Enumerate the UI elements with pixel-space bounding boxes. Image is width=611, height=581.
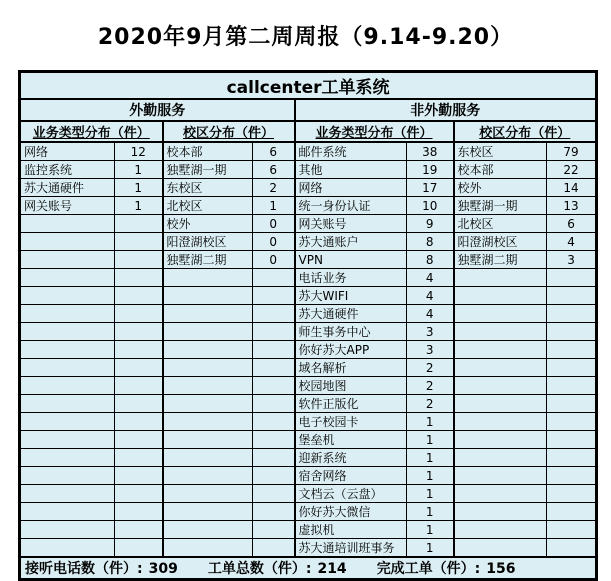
item-label-cell: [454, 395, 547, 413]
item-label-cell: 东校区: [454, 142, 547, 161]
item-value-cell: 9: [407, 215, 454, 233]
subheader-field-business: 业务类型分布（件）: [20, 121, 163, 142]
item-label-cell: VPN: [295, 251, 407, 269]
item-label-cell: [163, 413, 253, 431]
table-row: [20, 305, 597, 323]
item-value-cell: 6: [253, 161, 295, 179]
summary-row: [20, 557, 597, 580]
table-row: [20, 142, 597, 161]
item-label-cell: 电子校园卡: [295, 413, 407, 431]
item-label-cell: 师生事务中心: [295, 323, 407, 341]
item-value-cell: [115, 341, 163, 359]
item-label-cell: [454, 377, 547, 395]
item-value-cell: 6: [547, 215, 597, 233]
item-label-cell: [20, 503, 115, 521]
item-label-cell: [454, 449, 547, 467]
section-header-row: [20, 99, 597, 121]
item-value-cell: [115, 449, 163, 467]
item-value-cell: [253, 359, 295, 377]
item-value-cell: [115, 305, 163, 323]
item-label-cell: 北校区: [163, 197, 253, 215]
table-row: [20, 359, 597, 377]
item-value-cell: 2: [407, 377, 454, 395]
item-label-cell: [163, 341, 253, 359]
item-value-cell: 6: [253, 142, 295, 161]
item-label-cell: [454, 341, 547, 359]
item-value-cell: [115, 503, 163, 521]
item-value-cell: [547, 485, 597, 503]
table-row: [20, 341, 597, 359]
item-value-cell: 3: [407, 341, 454, 359]
item-value-cell: 1: [253, 197, 295, 215]
item-value-cell: [115, 251, 163, 269]
item-label-cell: [454, 431, 547, 449]
item-value-cell: 4: [547, 233, 597, 251]
item-value-cell: 1: [115, 179, 163, 197]
item-label-cell: [454, 503, 547, 521]
table-row: [20, 251, 597, 269]
total-value: 214: [317, 561, 347, 577]
item-value-cell: [547, 359, 597, 377]
item-value-cell: [253, 305, 295, 323]
item-label-cell: 你好苏大APP: [295, 341, 407, 359]
subheader-nonfield-business: 业务类型分布（件）: [295, 121, 454, 142]
data-rows: [20, 142, 597, 557]
item-label-cell: 网关账号: [20, 197, 115, 215]
item-label-cell: [20, 485, 115, 503]
item-label-cell: [20, 233, 115, 251]
item-value-cell: 8: [407, 251, 454, 269]
item-value-cell: [115, 233, 163, 251]
item-label-cell: [454, 467, 547, 485]
item-label-cell: [20, 341, 115, 359]
item-label-cell: [163, 539, 253, 558]
item-label-cell: 阳澄湖校区: [454, 233, 547, 251]
item-label-cell: 网关账号: [295, 215, 407, 233]
item-value-cell: 1: [407, 431, 454, 449]
item-value-cell: [253, 341, 295, 359]
item-label-cell: 苏大通培训班事务: [295, 539, 407, 558]
item-value-cell: [547, 287, 597, 305]
item-value-cell: 1: [407, 467, 454, 485]
item-value-cell: [115, 323, 163, 341]
item-label-cell: [20, 359, 115, 377]
table-row: [20, 287, 597, 305]
item-label-cell: 文档云（云盘）: [295, 485, 407, 503]
item-value-cell: 0: [253, 251, 295, 269]
item-value-cell: 3: [407, 323, 454, 341]
item-value-cell: [253, 413, 295, 431]
item-label-cell: 域名解析: [295, 359, 407, 377]
item-value-cell: 4: [407, 305, 454, 323]
item-value-cell: [115, 269, 163, 287]
done-label: 完成工单（件）:: [376, 561, 481, 577]
table-row: [20, 413, 597, 431]
table-row: [20, 197, 597, 215]
item-value-cell: 10: [407, 197, 454, 215]
item-label-cell: 迎新系统: [295, 449, 407, 467]
item-value-cell: [115, 287, 163, 305]
section-header-nonfield: 非外勤服务: [295, 99, 597, 121]
item-label-cell: [20, 287, 115, 305]
item-value-cell: 14: [547, 179, 597, 197]
item-label-cell: 监控系统: [20, 161, 115, 179]
report-table: [18, 70, 598, 581]
item-value-cell: [547, 449, 597, 467]
item-value-cell: [253, 377, 295, 395]
item-label-cell: 校外: [454, 179, 547, 197]
item-value-cell: 8: [407, 233, 454, 251]
item-value-cell: [547, 467, 597, 485]
item-label-cell: 苏大WIFI: [295, 287, 407, 305]
item-label-cell: [20, 413, 115, 431]
item-value-cell: 3: [547, 251, 597, 269]
item-value-cell: [115, 413, 163, 431]
item-label-cell: [20, 539, 115, 558]
item-value-cell: 0: [253, 215, 295, 233]
item-value-cell: 79: [547, 142, 597, 161]
item-value-cell: [253, 449, 295, 467]
item-value-cell: [115, 215, 163, 233]
item-value-cell: [115, 485, 163, 503]
item-value-cell: 0: [253, 233, 295, 251]
table-row: [20, 323, 597, 341]
calls-stat: [25, 558, 178, 578]
item-label-cell: [454, 323, 547, 341]
item-label-cell: [163, 467, 253, 485]
item-label-cell: 宿舍网络: [295, 467, 407, 485]
item-label-cell: [163, 305, 253, 323]
item-label-cell: [20, 251, 115, 269]
item-label-cell: 校本部: [454, 161, 547, 179]
table-row: [20, 377, 597, 395]
item-label-cell: [163, 395, 253, 413]
page-title: 2020年9月第二周周报（9.14-9.20）: [97, 24, 514, 50]
item-value-cell: 17: [407, 179, 454, 197]
item-label-cell: 独墅湖二期: [454, 251, 547, 269]
item-label-cell: 苏大通硬件: [295, 305, 407, 323]
table-row: [20, 179, 597, 197]
item-value-cell: [115, 467, 163, 485]
item-value-cell: [253, 395, 295, 413]
item-label-cell: 堡垒机: [295, 431, 407, 449]
table-row: [20, 161, 597, 179]
table-row: [20, 539, 597, 558]
item-value-cell: 19: [407, 161, 454, 179]
item-value-cell: [253, 503, 295, 521]
total-stat: [208, 558, 347, 578]
item-label-cell: [163, 359, 253, 377]
table-row: [20, 467, 597, 485]
table-title-row: [20, 72, 597, 100]
item-value-cell: 13: [547, 197, 597, 215]
subheader-field-campus: 校区分布（件）: [163, 121, 295, 142]
item-value-cell: [547, 395, 597, 413]
item-label-cell: [454, 305, 547, 323]
item-value-cell: [547, 503, 597, 521]
item-label-cell: 你好苏大微信: [295, 503, 407, 521]
item-value-cell: [253, 323, 295, 341]
item-label-cell: [163, 323, 253, 341]
item-label-cell: 其他: [295, 161, 407, 179]
item-label-cell: 虚拟机: [295, 521, 407, 539]
item-value-cell: [115, 359, 163, 377]
item-label-cell: [163, 377, 253, 395]
item-value-cell: [253, 431, 295, 449]
done-stat: [377, 558, 516, 578]
item-value-cell: 22: [547, 161, 597, 179]
item-label-cell: 校园地图: [295, 377, 407, 395]
item-value-cell: 1: [115, 161, 163, 179]
item-label-cell: [20, 431, 115, 449]
subheader-nonfield-campus: 校区分布（件）: [454, 121, 597, 142]
item-label-cell: 网络: [20, 142, 115, 161]
item-label-cell: 独墅湖一期: [454, 197, 547, 215]
item-value-cell: 12: [115, 142, 163, 161]
item-value-cell: 2: [407, 395, 454, 413]
item-value-cell: [253, 467, 295, 485]
item-label-cell: [454, 359, 547, 377]
item-value-cell: [253, 287, 295, 305]
item-value-cell: 4: [407, 287, 454, 305]
table-row: [20, 215, 597, 233]
item-label-cell: 北校区: [454, 215, 547, 233]
item-label-cell: 邮件系统: [295, 142, 407, 161]
table-row: [20, 431, 597, 449]
item-value-cell: [547, 305, 597, 323]
calls-value: 309: [148, 561, 178, 577]
summary-line: [21, 558, 595, 578]
total-label: 工单总数（件）:: [207, 561, 312, 577]
done-value: 156: [486, 561, 516, 577]
item-label-cell: 苏大通账户: [295, 233, 407, 251]
item-label-cell: 阳澄湖校区: [163, 233, 253, 251]
item-label-cell: 网络: [295, 179, 407, 197]
item-label-cell: [20, 467, 115, 485]
table-row: [20, 269, 597, 287]
item-label-cell: 独墅湖二期: [163, 251, 253, 269]
item-label-cell: [163, 503, 253, 521]
item-label-cell: 软件正版化: [295, 395, 407, 413]
item-value-cell: 2: [407, 359, 454, 377]
item-value-cell: 4: [407, 269, 454, 287]
item-label-cell: [454, 269, 547, 287]
item-label-cell: [454, 287, 547, 305]
subheader-row: [20, 121, 597, 142]
item-label-cell: [20, 377, 115, 395]
item-value-cell: 1: [407, 539, 454, 558]
item-label-cell: [454, 539, 547, 558]
item-value-cell: [547, 431, 597, 449]
item-label-cell: [20, 449, 115, 467]
item-label-cell: 校本部: [163, 142, 253, 161]
item-value-cell: 38: [407, 142, 454, 161]
item-value-cell: 1: [115, 197, 163, 215]
section-header-field: 外勤服务: [20, 99, 295, 121]
table-row: [20, 395, 597, 413]
item-label-cell: [20, 323, 115, 341]
item-label-cell: 苏大通硬件: [20, 179, 115, 197]
item-value-cell: 2: [253, 179, 295, 197]
item-label-cell: [20, 215, 115, 233]
table-title: callcenter工单系统: [20, 72, 597, 100]
item-value-cell: 1: [407, 413, 454, 431]
item-label-cell: [163, 287, 253, 305]
item-label-cell: [454, 413, 547, 431]
item-label-cell: [163, 431, 253, 449]
item-value-cell: [115, 395, 163, 413]
item-label-cell: [454, 485, 547, 503]
item-value-cell: 1: [407, 449, 454, 467]
item-value-cell: [547, 341, 597, 359]
item-value-cell: [547, 539, 597, 558]
item-value-cell: [547, 377, 597, 395]
item-value-cell: [253, 269, 295, 287]
item-label-cell: 独墅湖一期: [163, 161, 253, 179]
table-row: [20, 503, 597, 521]
item-label-cell: [163, 269, 253, 287]
item-label-cell: [20, 305, 115, 323]
item-value-cell: [547, 413, 597, 431]
item-label-cell: [163, 485, 253, 503]
item-label-cell: [20, 395, 115, 413]
item-value-cell: [547, 323, 597, 341]
item-value-cell: [115, 431, 163, 449]
table-row: [20, 449, 597, 467]
item-label-cell: 东校区: [163, 179, 253, 197]
item-value-cell: [253, 539, 295, 558]
item-value-cell: [253, 485, 295, 503]
item-label-cell: 校外: [163, 215, 253, 233]
item-label-cell: 统一身份认证: [295, 197, 407, 215]
item-value-cell: [115, 539, 163, 558]
item-label-cell: [20, 269, 115, 287]
table-row: [20, 485, 597, 503]
item-value-cell: 1: [407, 503, 454, 521]
table-row: [20, 233, 597, 251]
item-value-cell: 1: [407, 521, 454, 539]
item-label-cell: 电话业务: [295, 269, 407, 287]
item-value-cell: [547, 269, 597, 287]
item-label-cell: [163, 449, 253, 467]
item-value-cell: [115, 377, 163, 395]
calls-label: 接听电话数（件）:: [25, 561, 143, 577]
item-value-cell: 1: [407, 485, 454, 503]
